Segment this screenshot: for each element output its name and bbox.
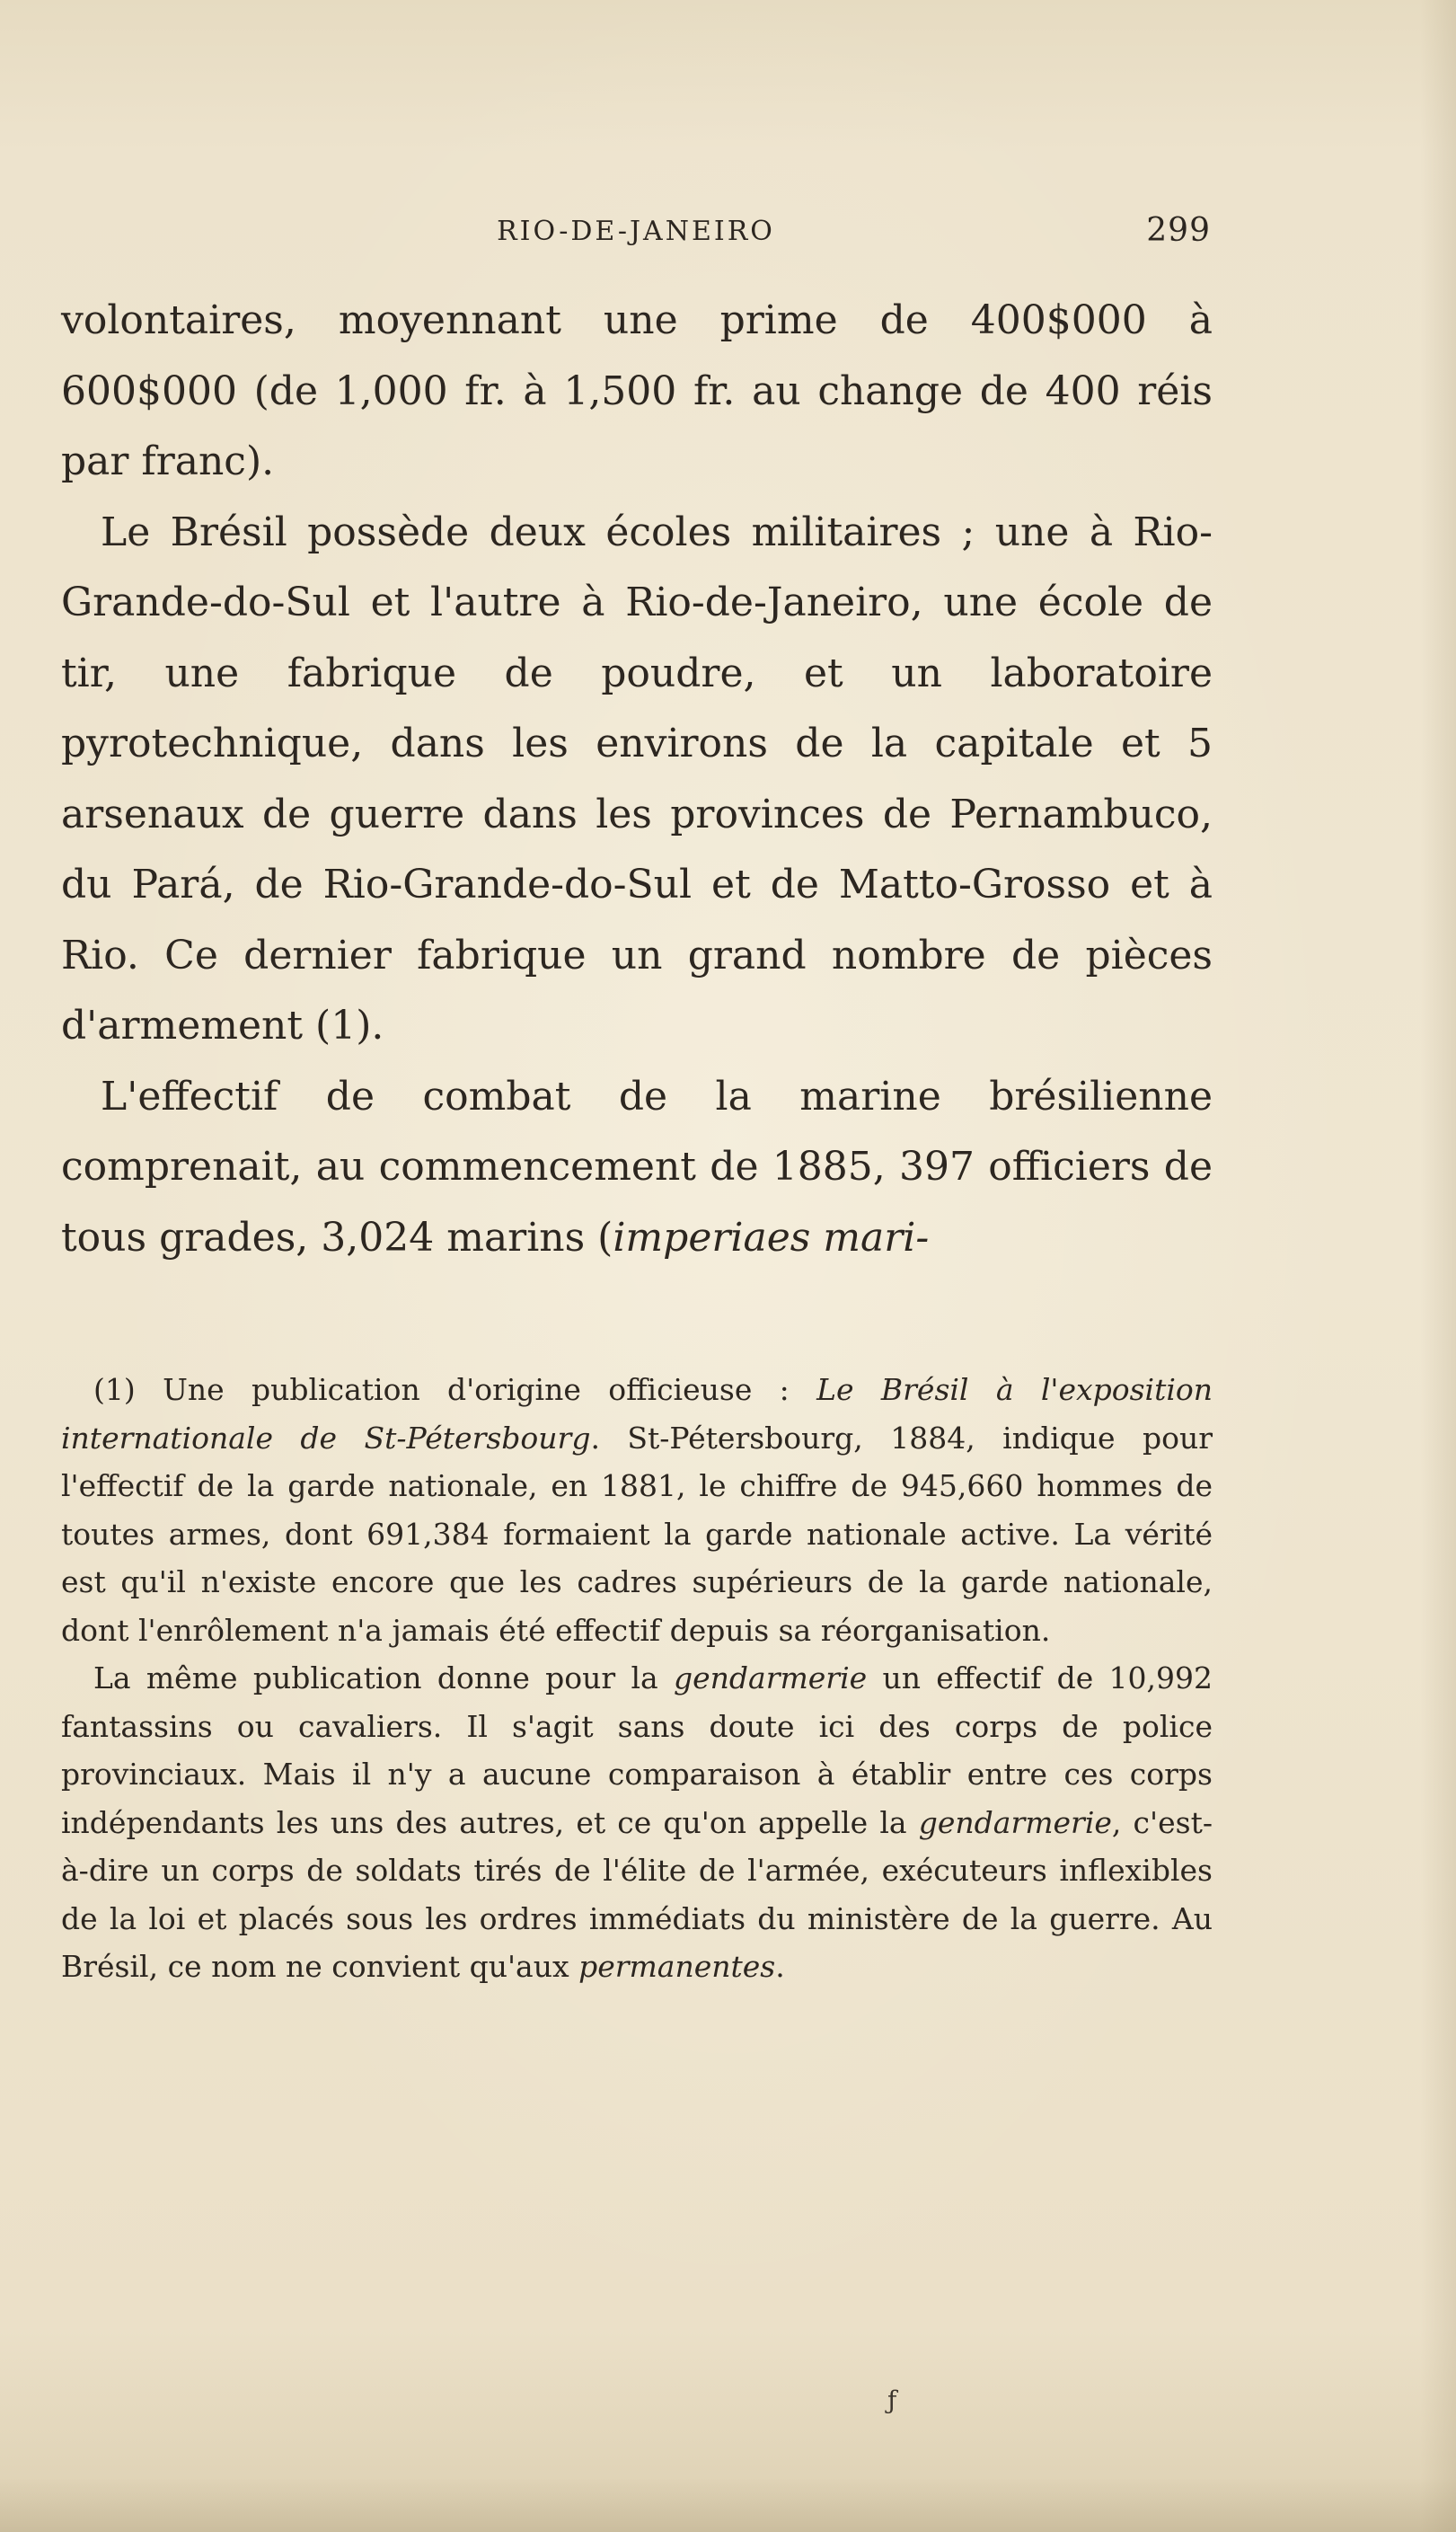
footnote-2-mid-2: , c'est-à-dire un corps de soldats tirés de l'élite de l'armée, exécuteurs inflexibles de la loi et placés sous les ordres immédiats du ministère de la guerre. Au Brésil, ce nom ne convient qu'aux xyxy=(61,1804,1213,1984)
bottom-ink-mark: ƒ xyxy=(887,2386,897,2415)
paragraph-3-italic: imperiaes mari- xyxy=(613,1214,930,1261)
footnote-2-italic-1: gendarmerie xyxy=(674,1660,868,1695)
running-head xyxy=(61,212,1211,252)
footnote-2-mid: un effectif de 10,992 fantassins ou cavaliers. Il s'agit sans doute ici des corps de police provinciaux. Mais il n'y a aucune comparaison à établir entre ces corps indépendants les uns des autres, et ce qu'on appelle la xyxy=(61,1660,1213,1840)
footnote-1-lead: (1) Une publication d'origine officieuse : xyxy=(93,1372,817,1407)
footnote-1-rest: . St-Pétersbourg, 1884, indique pour l'effectif de la garde nationale, en 1881, le chiffre de 945,660 hommes de toutes armes, dont 691,384 formaient la garde nationale active. La vérité est qu'il n'existe encore que les cadres supérieurs de la garde nationale, dont l'enrôlement n'a jamais été effectif depuis sa réorganisation. xyxy=(61,1420,1213,1648)
footnote-2 xyxy=(61,1654,1213,1991)
footnote-1-title: Le Brésil à l'exposition internationale de St-Pétersbourg xyxy=(61,1372,1213,1456)
footnote-2-end: . xyxy=(775,1949,785,1984)
body-text xyxy=(61,286,1213,1273)
footnote-1 xyxy=(61,1366,1213,1654)
page-number: 299 xyxy=(1146,212,1211,249)
footnote-2-italic-2: gendarmerie xyxy=(918,1804,1112,1840)
footnote-2-italic-3: permanentes xyxy=(578,1949,776,1984)
footnote-2-lead: La même publication donne pour la xyxy=(93,1660,674,1695)
running-title: RIO-DE-JANEIRO xyxy=(497,216,775,247)
paragraph-3 xyxy=(61,1062,1213,1274)
paragraph-1: volontaires, moyennant une prime de 400$000 à 600$000 (de 1,000 fr. à 1,500 fr. au change de 400 réis par franc). xyxy=(61,297,1213,484)
footnotes xyxy=(61,1366,1213,1991)
paragraph-3-text: L'effectif de combat de la marine brésilienne comprenait, au commencement de 1885, 397 officiers de tous grades, 3,024 marins ( xyxy=(61,1073,1213,1261)
paragraph-2: Le Brésil possède deux écoles militaires ; une à Rio-Grande-do-Sul et l'autre à Rio-de-Janeiro, une école de tir, une fabrique de poudre, et un laboratoire pyrotechnique, dans les environs de la capitale et 5 arsenaux de guerre dans les provinces de Pernambuco, du Pará, de Rio-Grande-do-Sul et de Matto-Grosso et à Rio. Ce dernier fabrique un grand nombre de pièces d'armement (1). xyxy=(61,509,1213,1049)
